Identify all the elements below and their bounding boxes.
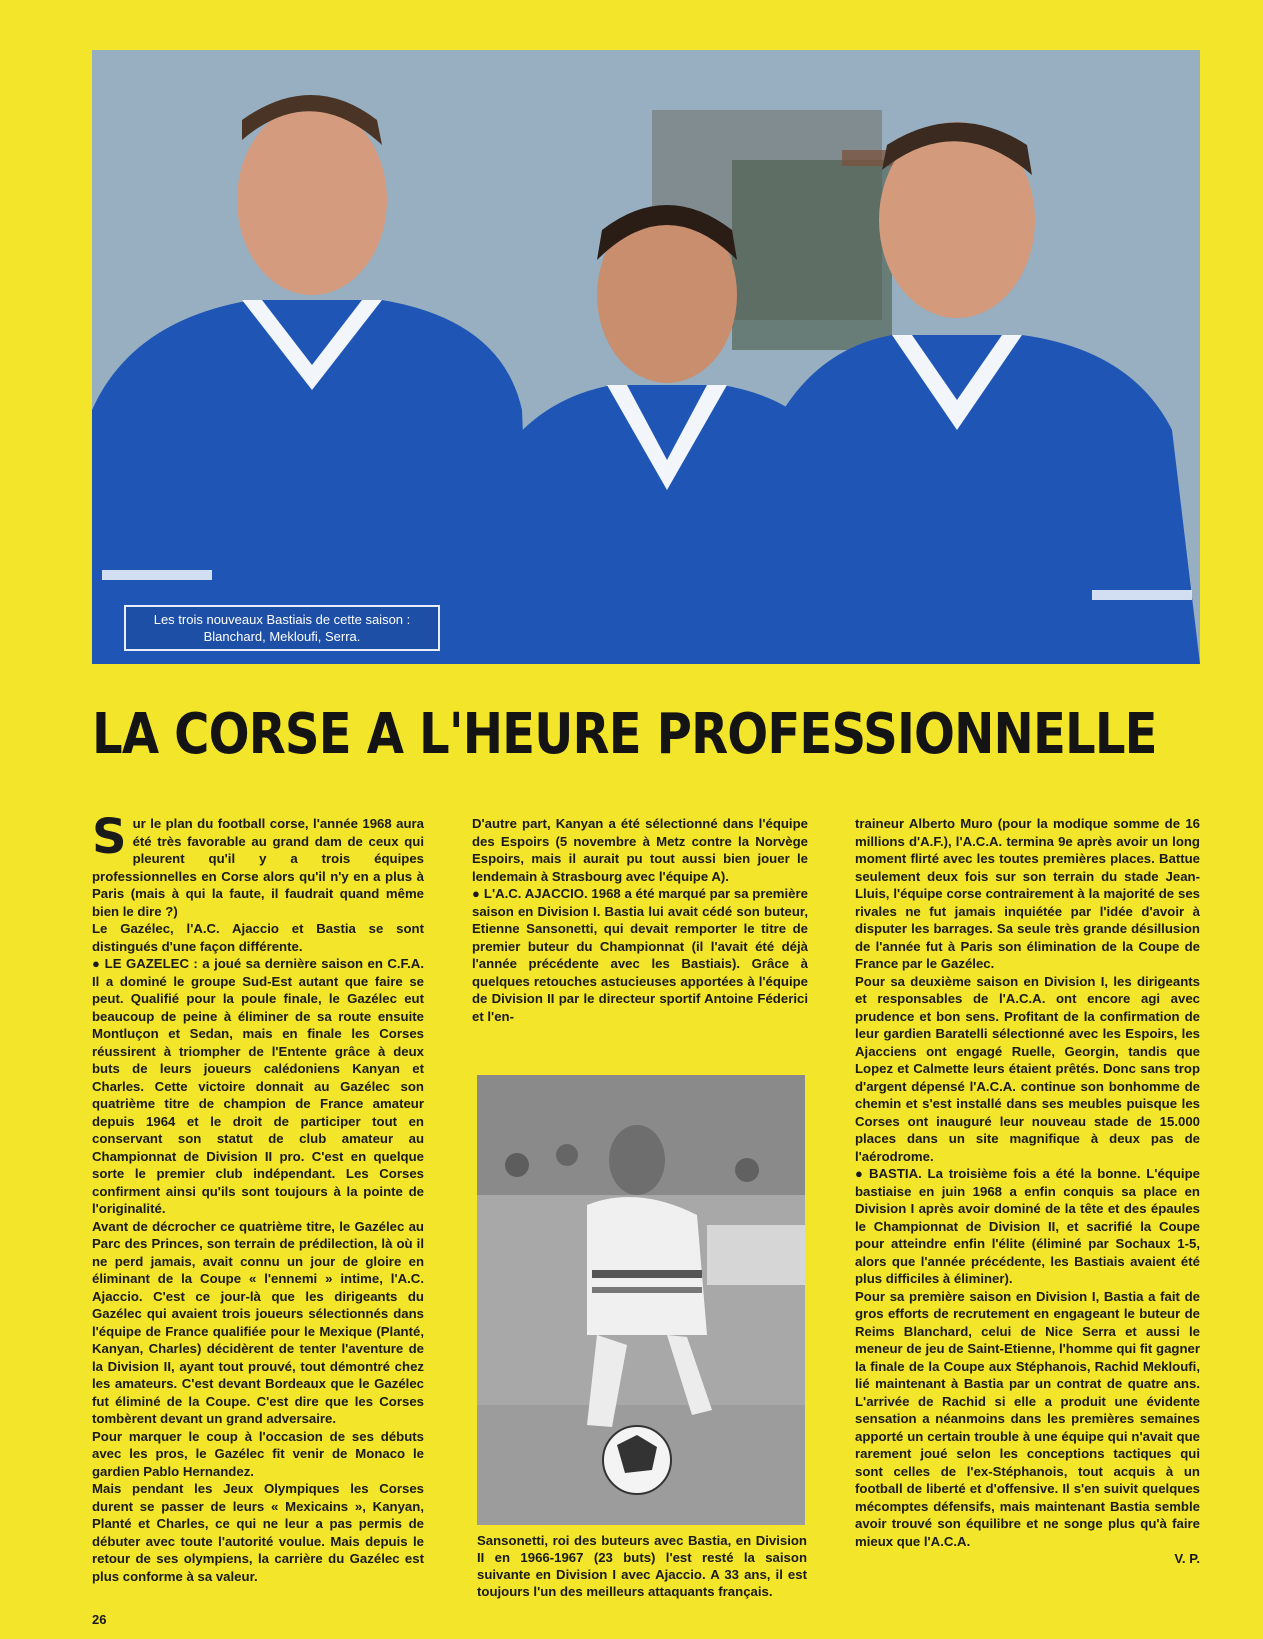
paragraph: Avant de décrocher ce quatrième titre, le Gazélec au Parc des Princes, son terrain de prédilection, là où il ne perd jamais, avait connu un jour de gloire en éliminant de la Coupe « l'ennemi » intime, l'A.C. Ajaccio. C'est ce jour-là que les dirigeants du Gazélec qui avaient trois joueurs sélectionnés dans l'équipe de France qualifiée pour le Mexique (Planté, Kanyan, Charles) décidèrent de tenter l'aventure de la Division II, ayant tout prouvé, tout démontré chez les amateurs. C'est devant Bordeaux que le Gazélec fut éliminé de la Coupe. C'est dire que les Corses tombèrent devant un grand adversaire. (92, 1218, 424, 1426)
paragraph: D'autre part, Kanyan a été sélectionné dans l'équipe des Espoirs (5 novembre à Metz contre la Norvège Espoirs, mais il aurait pu tout aussi bien jouer le lendemain à Strasbourg avec l'équipe A). (472, 816, 808, 884)
team-photo-caption: Les trois nouveaux Bastiais de cette saison : Blanchard, Mekloufi, Serra. (124, 605, 440, 651)
paragraph: Mais pendant les Jeux Olympiques les Corses durent se passer de leurs « Mexicains », Kanyan, Planté et Charles, ce qui ne leur a pas permis de débuter avec toute l'autorité voulue. Mais depuis le retour de ses olympiens, la carrière du Gazélec est plus conforme à sa valeur. (92, 1481, 424, 1584)
sansonetti-photo-illustration (477, 1075, 805, 1525)
page-number: 26 (92, 1612, 107, 1627)
drop-cap: S (92, 809, 127, 865)
bullet-icon: ● (472, 886, 480, 901)
paragraph: Pour sa deuxième saison en Division I, les dirigeants et responsables de l'A.C.A. ont encore agi avec prudence et bon sens. Profitant de la confirmation de leur gardien Baratelli sélectionné avec les Espoirs, les Ajacciens ont engagé Ruelle, Georgin, tandis que Lopez et Calmette leurs étaient prêtés. Donc sans trop d'argent dépensé l'A.C.A. continue son bonhomme de chemin et s'est installé dans ses meubles puisque les Corses ont inauguré leur nouveau stade de 15.000 places dans un site magnifique à deux pas de l'aérodrome. (855, 973, 1200, 1164)
bullet-icon: ● (855, 1166, 865, 1181)
team-photo-illustration (92, 50, 1200, 664)
sansonetti-photo (477, 1075, 805, 1525)
team-photo (92, 50, 1200, 664)
paragraph: Le Gazélec, l'A.C. Ajaccio et Bastia se sont distingués d'une façon différente. (92, 921, 424, 954)
paragraph: Pour marquer le coup à l'occasion de ses débuts avec les pros, le Gazélec fit venir de Monaco le gardien Pablo Hernandez. (92, 1428, 424, 1479)
article-headline: LA CORSE A L'HEURE PROFESSIONNELLE (92, 702, 1157, 767)
paragraph: traineur Alberto Muro (pour la modique somme de 16 millions d'A.F.), l'A.C.A. termina 9e après avoir un long moment flirté avec les toutes premières places. Battue seulement deux fois sur son terrain du stade Jean-Lluis, l'équipe corse contrairement à la majorité de ses rivales ne fut jamais inquiétée par l'idée d'avoir à disputer les barrages. Sa seule très grande désillusion de l'année fut à Paris son élimination de la Coupe de France par le Gazélec. (855, 816, 1200, 971)
sansonetti-caption: Sansonetti, roi des buteurs avec Bastia, en Division II en 1966-1967 (23 buts) l'est resté la saison suivante en Division I avec Ajaccio. A 33 ans, il est toujours l'un des meilleurs attaquants français. (477, 1533, 807, 1599)
bullet-icon: ● (92, 956, 101, 971)
paragraph-gazelec: ● LE GAZELEC : a joué sa dernière saison en C.F.A. Il a dominé le groupe Sud-Est autant que faire se peut. Qualifié pour la poule finale, le Gazélec eut beaucoup de peine à éliminer de sa route ensuite Montluçon et Sedan, mais en finale les Corses réussirent à triompher de l'Entente grâce à deux buts de leurs joueurs calédoniens Kanyan et Charles. Cette victoire donnait au Gazélec son quatrième titre de champion de France amateur depuis 1964 et le droit de participer tout en conservant son statut de club amateur au Championnat de Division II pro. C'est en quelque sorte le premier club indépendant. Les Corses confirment ainsi qu'ils sont toujours à la pointe de l'originalité. (92, 956, 424, 1216)
paragraph-ajaccio: ● L'A.C. AJACCIO. 1968 a été marqué par sa première saison en Division I. Bastia lui avait cédé son buteur, Etienne Sansonetti, qui devait remporter le titre de premier buteur du Championnat (il l'avait été déjà l'année précédente avec les Bastiais). Grâce à quelques retouches astucieuses apportées à l'équipe de Division II par le directeur sportif Antoine Féderici et l'en- (472, 886, 808, 1024)
article-column-1 (92, 809, 424, 1585)
intro-text: ur le plan du football corse, l'année 1968 aura été très favorable au grand dam de ceux qui pleurent qu'il y a trois équipes professionnelles en Corse alors qu'il n'y en a plus à Paris (mais à qui la faute, il faudrait quand même bien le dire ?) (92, 816, 424, 919)
intro-paragraph (92, 809, 424, 920)
article-column-3 (855, 815, 1200, 1568)
paragraph: Pour sa première saison en Division I, Bastia a fait de gros efforts de recrutement en engageant le buteur de Reims Blanchard, celui de Nice Serra et aussi le meneur de jeu de Saint-Etienne, l'homme qui fit gagner la finale de la Coupe aux Stéphanois, Rachid Mekloufi, lié maintenant à Bastia par un contrat de quatre ans. L'arrivée de Rachid si elle a produit une évidente sensation a néanmoins dans les premières semaines apporté un certain trouble à une équipe qui n'avait que rarement joué selon les conceptions tactiques qui sont celles de l'ex-Stéphanois, tout acquis à un football de liberté et d'offensive. Il s'en suivit quelques mécomptes défensifs, mais maintenant Bastia semble avoir trouvé son équilibre et ne songe plus qu'à faire mieux que l'A.C.A. (855, 1288, 1200, 1549)
author-signature: V. P. (1174, 1551, 1200, 1566)
article-column-2 (472, 815, 808, 1025)
paragraph-bastia: ● BASTIA. La troisième fois a été la bonne. L'équipe bastiaise en juin 1968 a enfin conquis sa place en Division I après avoir dominé de la tête et des épaules le Championnat de Division II, et sacrifié la Coupe pour atteindre enfin l'élite (éliminé par Sochaux 1-5, alors que l'année précédente, les Bastiais avaient été plus difficiles à éliminer). (855, 1166, 1200, 1286)
